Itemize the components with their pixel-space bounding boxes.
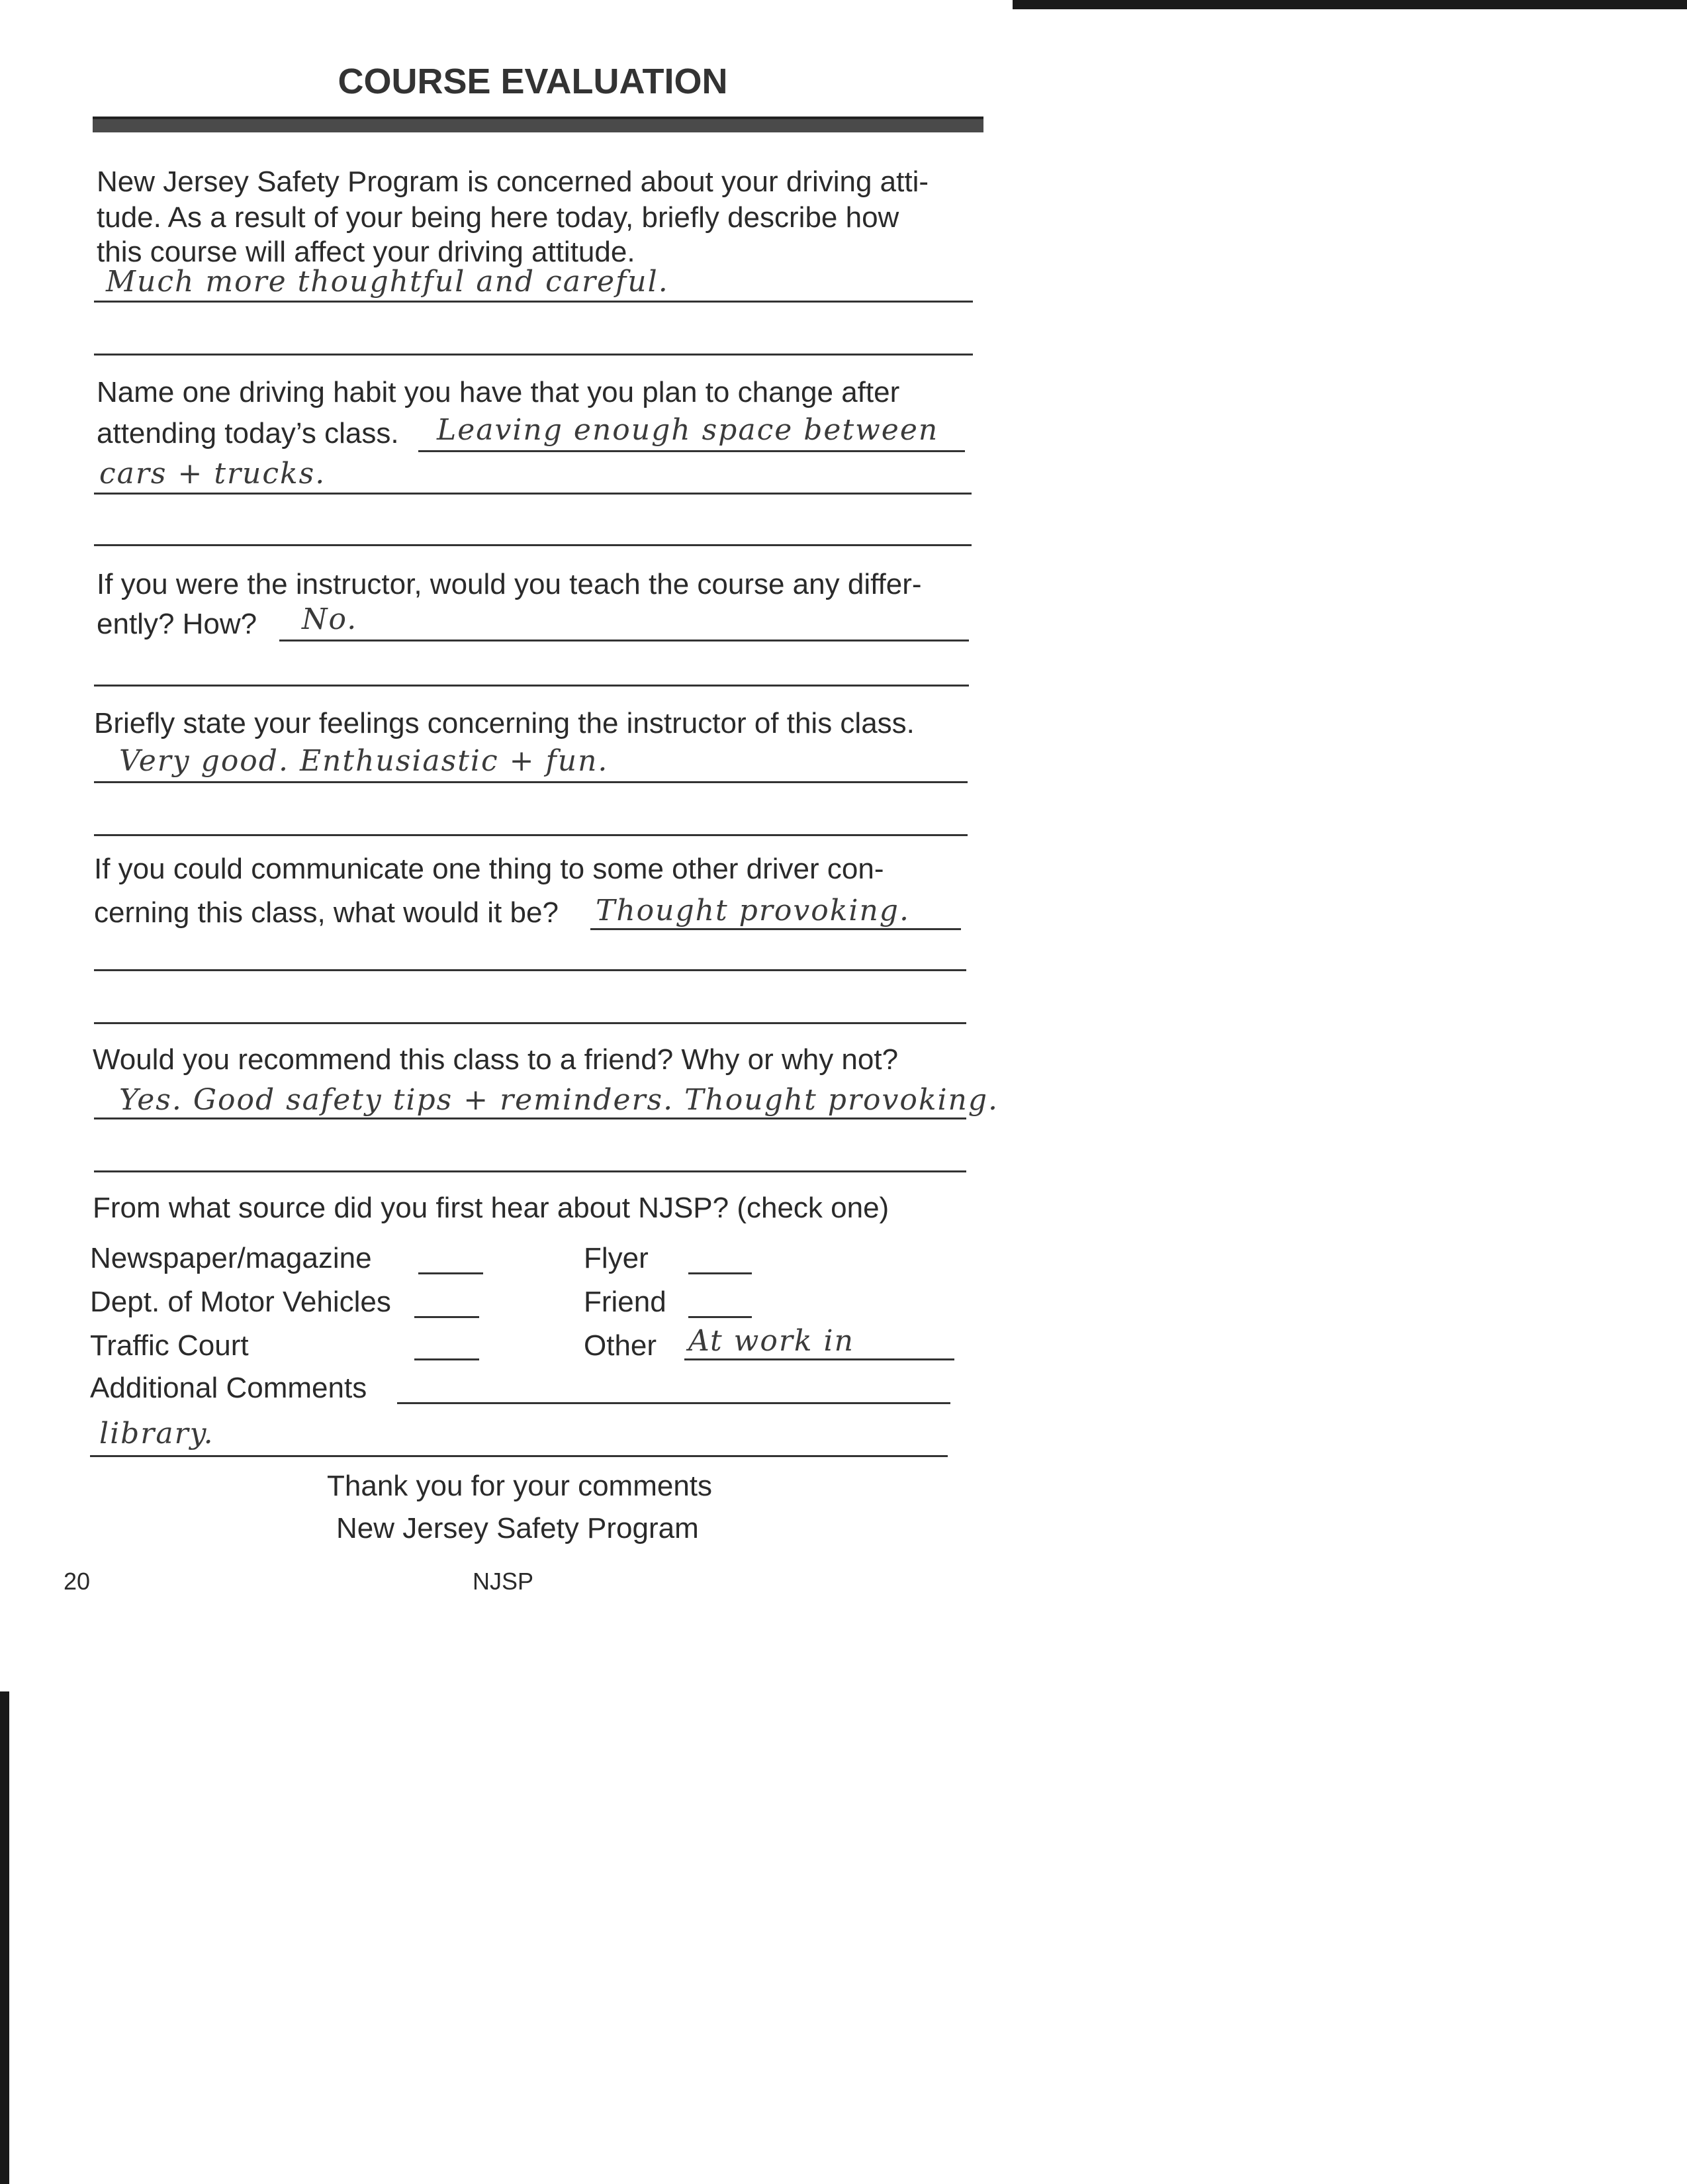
q1-text-line-3: this course will affect your driving attitude.: [97, 236, 635, 268]
q5-answer-line-1[interactable]: [590, 928, 961, 930]
option-other-line[interactable]: [684, 1358, 954, 1360]
q4-answer-line-1[interactable]: [94, 781, 968, 783]
q6-text-line-1: Would you recommend this class to a friend? Why or why not?: [93, 1043, 899, 1076]
q1-text-line-1: New Jersey Safety Program is concerned about your driving atti-: [97, 166, 929, 198]
q2-answer-1: Leaving enough space between: [437, 413, 939, 447]
q3-text-line-2: ently? How?: [97, 608, 257, 640]
q1-answer: Much more thoughtful and careful.: [106, 265, 669, 299]
q1-text-line-2: tude. As a result of your being here today, briefly describe how: [97, 201, 899, 234]
option-traffic-court-label: Traffic Court: [90, 1329, 249, 1362]
q6-answer: Yes. Good safety tips + reminders. Thought provoking.: [119, 1083, 999, 1117]
scan-edge-top: [1013, 0, 1687, 9]
title-rule: [93, 117, 983, 132]
comments-line-1[interactable]: [397, 1402, 950, 1404]
footer-code: NJSP: [473, 1568, 534, 1595]
q5-answer: Thought provoking.: [596, 894, 910, 927]
option-traffic-court-checkbox[interactable]: [414, 1358, 479, 1360]
comments-label: Additional Comments: [90, 1372, 367, 1404]
option-newspaper-checkbox[interactable]: [418, 1272, 483, 1274]
q3-text-line-1: If you were the instructor, would you teach the course any differ-: [97, 568, 922, 600]
option-other-answer: At work in: [688, 1324, 854, 1358]
option-flyer-checkbox[interactable]: [688, 1272, 752, 1274]
q4-answer-line-2[interactable]: [94, 834, 968, 836]
q5-text-line-2: cerning this class, what would it be?: [94, 896, 559, 929]
q7-text-line-1: From what source did you first hear about NJSP? (check one): [93, 1192, 889, 1224]
q2-answer-line-3[interactable]: [94, 544, 972, 546]
scan-edge-left: [0, 1691, 9, 2184]
q2-text-line-2: attending today’s class.: [97, 417, 399, 450]
option-other-label: Other: [584, 1329, 657, 1362]
q5-answer-line-2[interactable]: [94, 969, 966, 971]
option-newspaper-label: Newspaper/magazine: [90, 1242, 372, 1274]
q2-text-line-1: Name one driving habit you have that you plan to change after: [97, 376, 900, 408]
option-flyer-label: Flyer: [584, 1242, 649, 1274]
q2-answer-line-2[interactable]: [94, 493, 972, 495]
option-friend-label: Friend: [584, 1286, 666, 1318]
form-title: COURSE EVALUATION: [338, 62, 728, 101]
q4-answer: Very good. Enthusiastic + fun.: [119, 744, 609, 778]
page-number: 20: [64, 1568, 91, 1595]
q6-answer-line-1[interactable]: [94, 1117, 966, 1119]
thanks-text: Thank you for your comments: [327, 1470, 713, 1502]
q3-answer-line-1[interactable]: [279, 640, 969, 641]
q5-answer-line-3[interactable]: [94, 1022, 966, 1024]
q1-answer-line-2[interactable]: [94, 354, 973, 356]
q5-text-line-1: If you could communicate one thing to some other driver con-: [94, 853, 884, 885]
q3-answer: No.: [302, 602, 358, 636]
option-dmv-label: Dept. of Motor Vehicles: [90, 1286, 391, 1318]
q6-answer-line-2[interactable]: [94, 1170, 966, 1172]
q3-answer-line-2[interactable]: [94, 685, 969, 687]
comments-answer: library.: [99, 1417, 214, 1450]
q2-answer-line-1[interactable]: [418, 450, 965, 452]
option-dmv-checkbox[interactable]: [414, 1316, 479, 1318]
comments-line-2[interactable]: [90, 1455, 948, 1457]
q2-answer-2: cars + trucks.: [99, 457, 326, 491]
option-friend-checkbox[interactable]: [688, 1316, 752, 1318]
org-name: New Jersey Safety Program: [336, 1512, 699, 1544]
q1-answer-line-1[interactable]: [94, 301, 973, 303]
q4-text-line-1: Briefly state your feelings concerning the instructor of this class.: [94, 707, 915, 739]
